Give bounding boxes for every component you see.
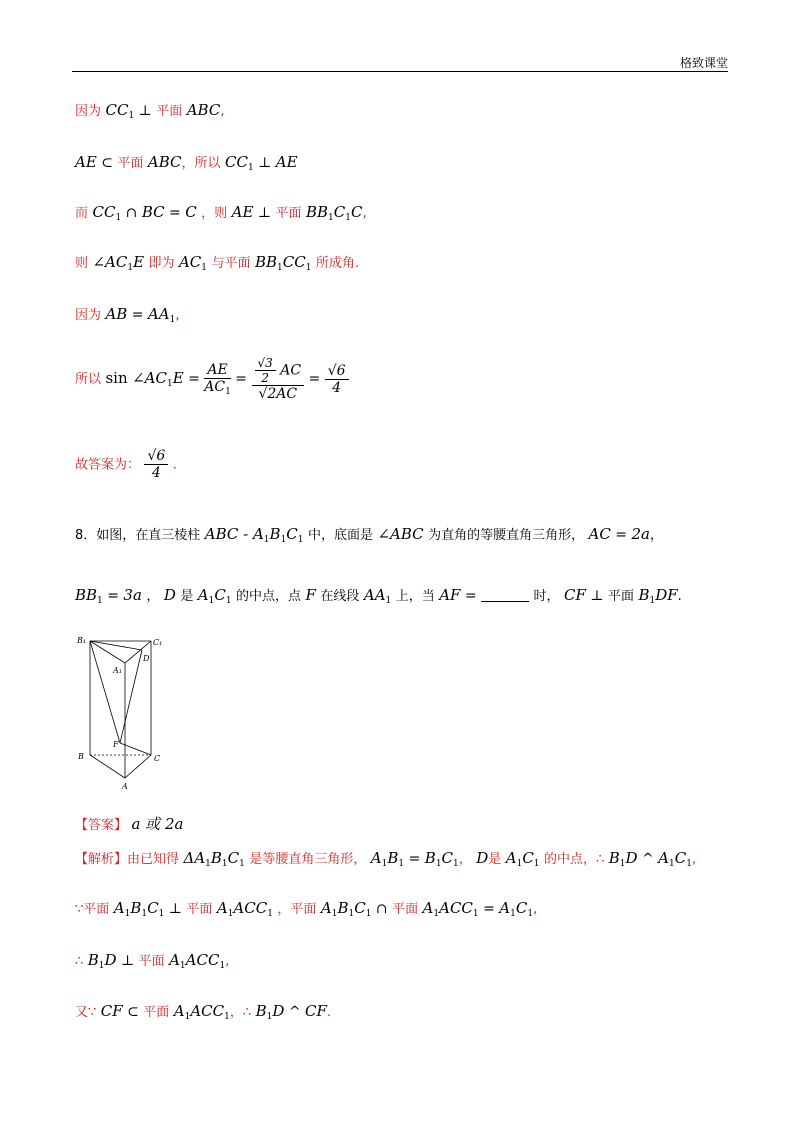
answer-value: a 或 2a [131,815,184,833]
analysis-line-1: 【解析】由已知得 $\Delta A_1B_1C_1$ 是等腰直角三角形， $A_1B_1 = B_1C_1$， D是 $A_1C_1$ 的中点，∴ $B_1D$ ^ $A_1C_1$, [75,849,697,869]
solution-line-5: 因为 AB = $AA_1$, [75,305,180,325]
fraction-sqrt3-over-sqrt2: $\frac{√3}{2}$ AC √2AC [252,356,305,402]
label-b: B [78,752,84,761]
question-8-line-2: $BB_1 = 3a$ ， D 是 $A_1C_1$ 的中点，点 F 在线段 $AA_1$ 上，当 AF = 时， CF ⊥ 平面 $B_1DF$. [75,586,682,606]
solution-line-7: 故答案为： $\frac{√6}{4}$ . [75,448,177,481]
answer-blank [481,589,529,602]
label-a1: A₁ [113,666,122,675]
label-c1: C₁ [153,638,163,647]
final-answer-fraction: $\frac{√6}{4}$ [144,448,168,481]
fraction-ae-ac1: $\frac{AE}{AC_1}$ [204,361,231,397]
fraction-sqrt6-over-4: $\frac{√6}{4}$ [325,363,349,396]
label-b1: B₁ [77,636,87,645]
solution-line-2: AE ⊂ 平面 ABC，所以 $CC_1$ ⊥ AE [75,153,298,173]
prism-figure [75,633,165,793]
analysis-line-2: ∵平面 $A_1B_1C_1$ ⊥ 平面 $A_1ACC_1$ ，平面 $A_1B_1C_1$ ∩ 平面 $A_1ACC_1 = A_1C_1$, [75,899,538,919]
label-c: C [154,754,161,763]
label-f: F [113,740,119,749]
solution-line-6: 所以 $\sin \angle AC_1E$ = $\frac{AE}{AC_1}$ = $\frac{√3}{2}$ AC √2AC = $\frac{√6}{4}$ [75,356,349,402]
analysis-line-3: ∴ $B_1D$ ⊥ 平面 $A_1ACC_1$, [75,951,230,971]
answer-tag: 【答案】 [75,818,128,833]
header-rule [72,71,728,72]
analysis-line-4: 又∵ CF ⊂ 平面 $A_1ACC_1$，∴ $B_1D$ ^ CF. [75,1002,332,1022]
solution-line-1: 因为 $CC_1$ ⊥ 平面 ABC, [75,101,225,121]
header-title: 格致课堂 [679,56,728,70]
label-a: A [122,782,128,791]
label-d: D [143,654,150,663]
answer-line [75,813,183,834]
solution-line-3: 而 $CC_1$ ∩ BC = C ，则 AE ⊥ 平面 $BB_1C_1C$, [75,203,367,223]
page-header [72,50,728,70]
question-8-line-1: 8．如图，在直三棱柱 ABC - $A_1B_1C_1$ 中，底面是 ∠ABC 为直角的等腰直角三角形， AC = 2a， [75,525,664,545]
solution-line-4: 则 $\angle AC_1E$ 即为 $AC_1$ 与平面 $BB_1CC_1$ 所成角. [75,253,360,273]
